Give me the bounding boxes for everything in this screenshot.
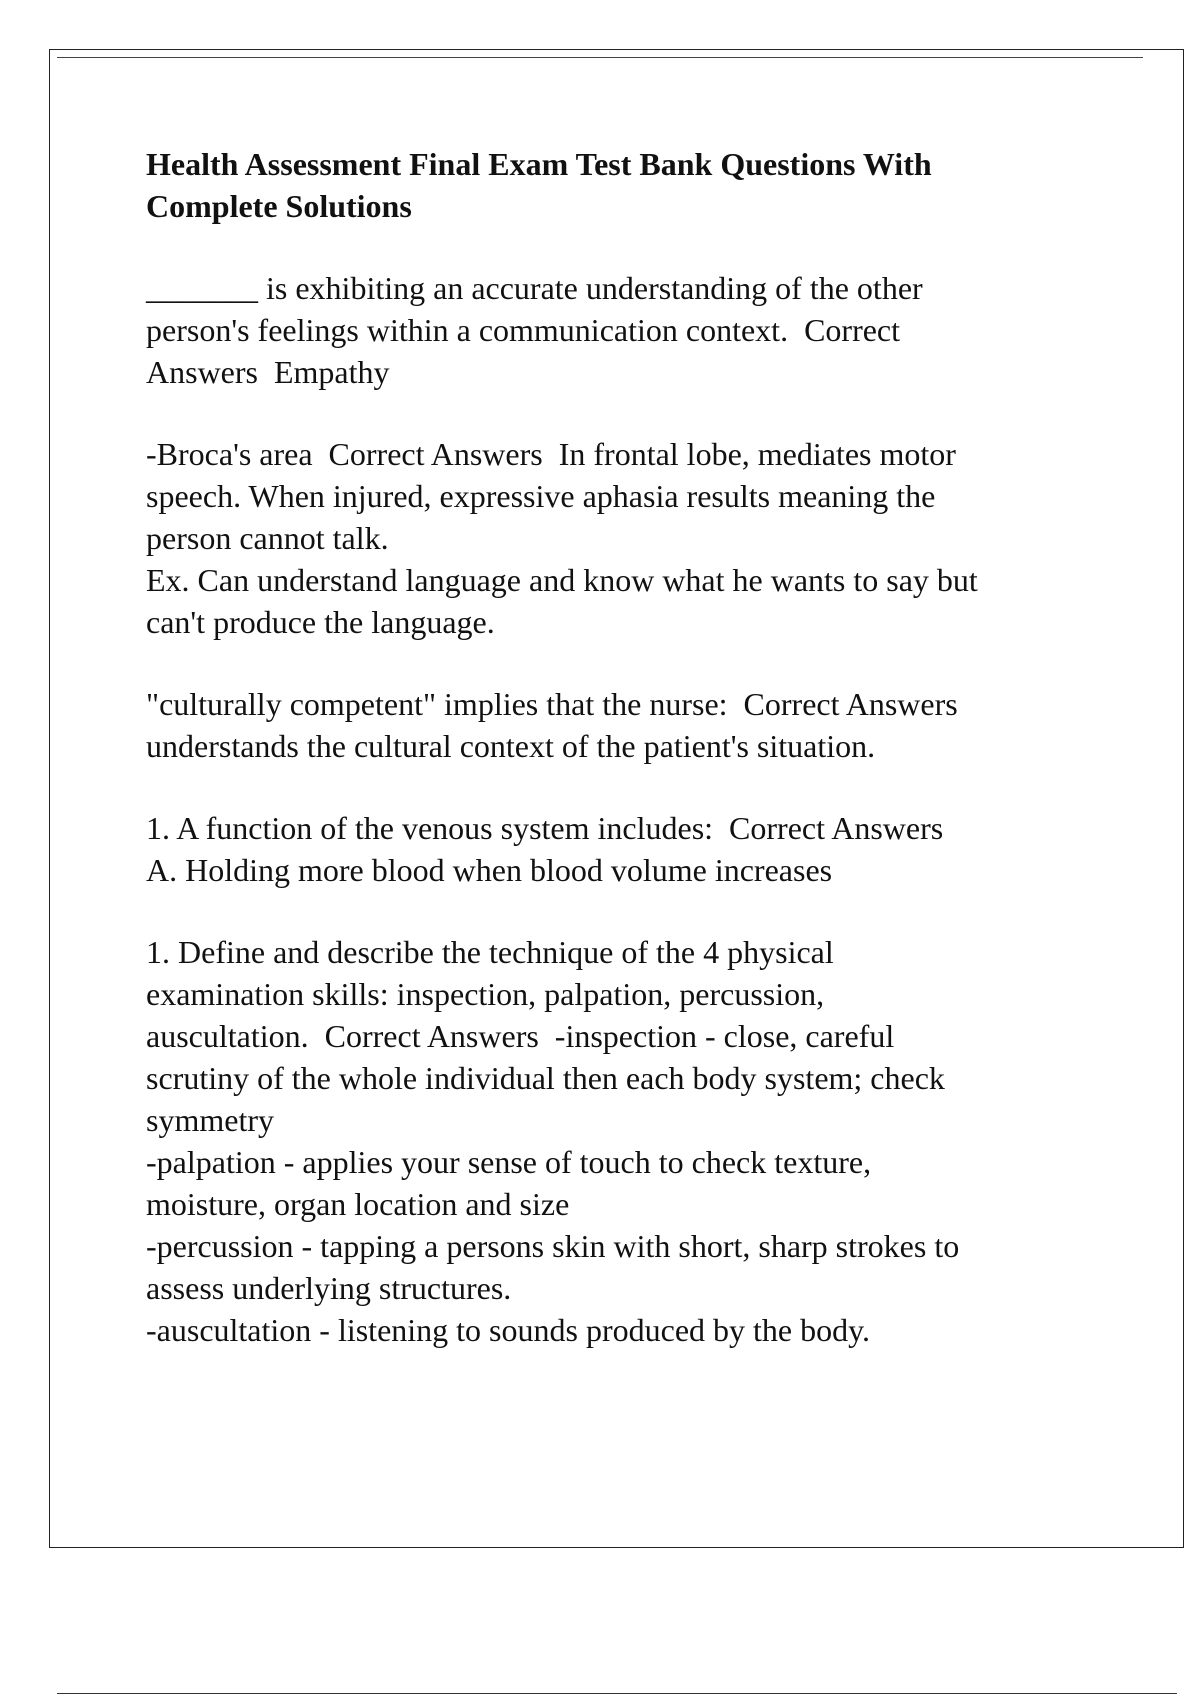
document-title [146, 143, 1106, 227]
qa-culturally-competent [146, 683, 1106, 767]
top-rule [57, 57, 1143, 58]
text-line: A. Holding more blood when blood volume increases [146, 852, 833, 888]
qa-brocas-area [146, 433, 1106, 643]
text-line: -Broca's area Correct Answers In frontal lobe, mediates motor [146, 436, 956, 472]
text-line: scrutiny of the whole individual then each body system; check [146, 1060, 945, 1096]
text-line: auscultation. Correct Answers -inspection - close, careful [146, 1018, 895, 1054]
text-line: person's feelings within a communication context. Correct [146, 312, 901, 348]
text-line: assess underlying structures. [146, 1270, 512, 1306]
text-line: -palpation - applies your sense of touch to check texture, [146, 1144, 872, 1180]
text-line: understands the cultural context of the patient's situation. [146, 728, 876, 764]
qa-physical-exam-skills [146, 931, 1106, 1351]
text-line: person cannot talk. [146, 520, 389, 556]
text-line: moisture, organ location and size [146, 1186, 570, 1222]
text-line: can't produce the language. [146, 604, 495, 640]
text-line: speech. When injured, expressive aphasia results meaning the [146, 478, 936, 514]
bottom-rule [57, 1693, 1177, 1694]
text-line: 1. A function of the venous system includes: Correct Answers [146, 810, 944, 846]
text-line: Ex. Can understand language and know what he wants to say but [146, 562, 978, 598]
text-line: _______ is exhibiting an accurate understanding of the other [146, 270, 923, 306]
title-line: Complete Solutions [146, 188, 412, 224]
qa-venous-system [146, 807, 1106, 891]
text-line: symmetry [146, 1102, 274, 1138]
text-line: "culturally competent" implies that the nurse: Correct Answers [146, 686, 958, 722]
text-line: -percussion - tapping a persons skin with short, sharp strokes to [146, 1228, 960, 1264]
text-line: 1. Define and describe the technique of the 4 physical [146, 934, 834, 970]
qa-empathy [146, 267, 1106, 393]
text-line: -auscultation - listening to sounds produced by the body. [146, 1312, 871, 1348]
title-line: Health Assessment Final Exam Test Bank Questions With [146, 146, 932, 182]
text-line: Answers Empathy [146, 354, 390, 390]
document-body [146, 143, 1106, 1391]
text-line: examination skills: inspection, palpation, percussion, [146, 976, 825, 1012]
